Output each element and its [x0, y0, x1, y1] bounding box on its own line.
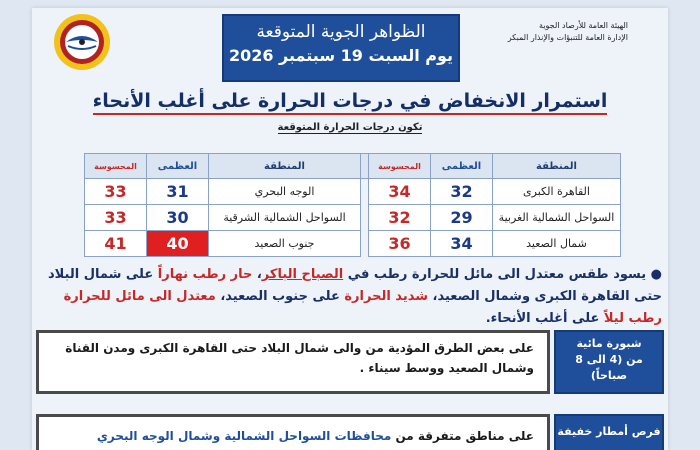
region-cell: جنوب الصعيد — [209, 231, 361, 257]
table-row — [85, 205, 621, 231]
region-cell: السواحل الشمالية الشرقية — [209, 205, 361, 231]
rain-label-box — [554, 414, 664, 450]
subheadline — [32, 122, 668, 133]
bullet-icon: ● — [646, 267, 662, 282]
header-min: المحسوسة — [369, 154, 431, 179]
table-gap — [361, 179, 369, 205]
max-cell-hot: 40 — [147, 231, 209, 257]
rain-text-highlight: محافظات السواحل الشمالية وشمال الوجه البحري — [96, 429, 392, 443]
subheadline-text: تكون درجات الحرارة المتوقعة — [277, 122, 423, 133]
header-max: العظمى — [147, 154, 209, 179]
max-cell: 29 — [431, 205, 493, 231]
summary-highlight: معتدل الى مائل للحرارة رطب ليلاً — [63, 289, 662, 326]
region-cell: السواحل الشمالية الغربية — [493, 205, 621, 231]
temperature-table — [84, 153, 621, 257]
header-min: المحسوسة — [85, 154, 147, 179]
fog-label-box — [554, 330, 664, 394]
org-line-2: الإدارة العامة للتنبؤات والإنذار المبكر — [507, 33, 628, 42]
min-cell: 33 — [85, 205, 147, 231]
max-cell: 31 — [147, 179, 209, 205]
summary-part: على شمال البلاد حتى القاهرة الكبرى وشمال الصعيد، — [48, 267, 662, 304]
headline — [32, 90, 668, 112]
fog-label-title: شبورة مائية — [576, 337, 642, 350]
region-cell: القاهرة الكبرى — [493, 179, 621, 205]
ema-logo-icon — [52, 12, 112, 72]
summary-part: يسود طقس معتدل الى مائل للحرارة رطب في — [343, 267, 647, 282]
header-region: المنطقة — [209, 154, 361, 179]
org-line-1: الهيئة العامة للأرصاد الجوية — [539, 21, 628, 30]
min-cell: 41 — [85, 231, 147, 257]
organization-name — [458, 20, 628, 44]
rain-text-part: على مناطق متفرقة من — [391, 429, 534, 443]
min-cell: 36 — [369, 231, 431, 257]
headline-text: استمرار الانخفاض في درجات الحرارة على أغلب الأنحاء — [93, 90, 608, 115]
max-cell: 30 — [147, 205, 209, 231]
forecast-summary — [38, 264, 662, 330]
summary-part: على جنوب الصعيد، — [215, 289, 345, 304]
table-gap — [361, 231, 369, 257]
summary-highlight: شديد الحرارة — [344, 289, 428, 304]
rain-text — [48, 426, 534, 446]
summary-part: ، — [252, 267, 262, 282]
summary-highlight: الصباح الباكر — [261, 267, 344, 282]
table-row — [85, 231, 621, 257]
header-date: يوم السبت 19 سبتمبر 2026 — [228, 46, 454, 65]
header-box — [222, 14, 460, 82]
min-cell: 32 — [369, 205, 431, 231]
fog-label-time: من (4 الى 8 صباحاً) — [575, 353, 643, 382]
table-row — [85, 179, 621, 205]
bulletin-page — [32, 8, 668, 450]
summary-highlight: حار رطب نهاراً — [157, 267, 253, 282]
region-cell: شمال الصعيد — [493, 231, 621, 257]
header-title: الظواهر الجوية المتوقعة — [256, 22, 426, 42]
table-gap — [361, 154, 369, 179]
fog-text: على بعض الطرق المؤدية من والى شمال البلاد حتى القاهرة الكبرى ومدن القناة وشمال الصعيد ووسط سيناء . — [65, 341, 534, 375]
header-region: المنطقة — [493, 154, 621, 179]
table-header-row — [85, 154, 621, 179]
header-max: العظمى — [431, 154, 493, 179]
summary-part: على أغلب الأنحاء. — [485, 311, 604, 326]
table-gap — [361, 205, 369, 231]
region-cell: الوجه البحري — [209, 179, 361, 205]
max-cell: 32 — [431, 179, 493, 205]
min-cell: 33 — [85, 179, 147, 205]
min-cell: 34 — [369, 179, 431, 205]
rain-label-title: فرص أمطار خفيفة — [557, 425, 661, 438]
max-cell: 34 — [431, 231, 493, 257]
